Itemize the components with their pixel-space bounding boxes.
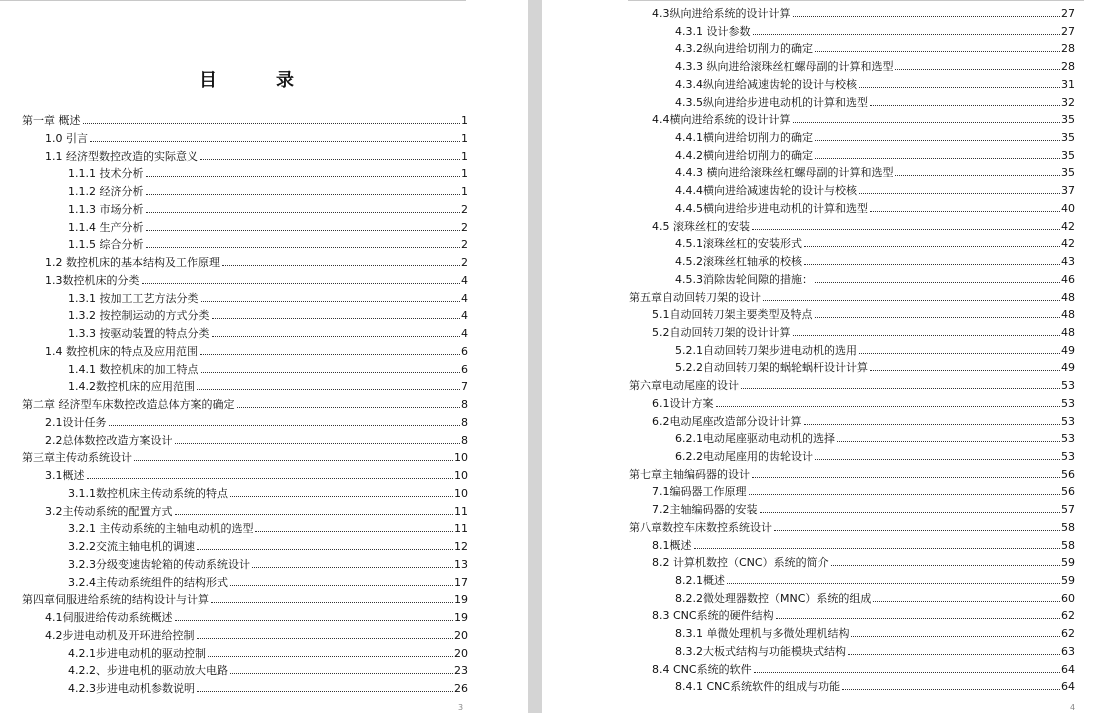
toc-entry[interactable] (675, 623, 1075, 640)
toc-entry[interactable] (675, 251, 1075, 268)
toc-entry-page: 49 (1061, 343, 1075, 357)
toc-entry-page: 7 (461, 380, 468, 394)
toc-entry-page: 2 (461, 220, 468, 234)
toc-entry[interactable] (45, 625, 468, 642)
dot-leader (237, 407, 461, 408)
toc-entry-title: 4.5.3消除齿轮间隙的措施： (675, 272, 813, 286)
toc-entry[interactable] (675, 198, 1075, 215)
toc-entry-page: 19 (454, 611, 468, 624)
toc-entry-page: 53 (1061, 379, 1075, 393)
dot-leader (754, 672, 1060, 673)
toc-entry-title: 1.3数控机床的分类 (45, 273, 140, 287)
dot-leader (859, 193, 1060, 194)
toc-entry[interactable] (675, 21, 1075, 38)
header-rule (0, 0, 466, 1)
dot-leader (230, 496, 453, 497)
dot-leader (694, 548, 1061, 549)
toc-entry-title: 8.3 CNC系统的硬件结构 (652, 609, 774, 623)
toc-entry[interactable] (652, 552, 1075, 569)
toc-entry[interactable] (652, 499, 1075, 516)
toc-entry-page: 8 (461, 433, 468, 447)
dot-leader (752, 477, 1060, 478)
toc-entry-title: 1.3.2 按控制运动的方式分类 (68, 309, 210, 323)
toc-entry[interactable] (675, 641, 1075, 658)
toc-entry-title: 2.2总体数控改造方案设计 (45, 433, 173, 447)
toc-entry[interactable] (675, 269, 1075, 286)
toc-entry-title: 4.5 滚珠丝杠的安装 (652, 219, 750, 233)
toc-entry[interactable] (675, 570, 1075, 587)
toc-entry-title: 8.4 CNC系统的软件 (652, 662, 752, 676)
toc-entry-page: 58 (1061, 538, 1075, 552)
toc-entry[interactable] (652, 304, 1075, 321)
toc-entry-page: 10 (454, 486, 468, 500)
toc-entry[interactable] (675, 340, 1075, 357)
toc-entry[interactable] (68, 323, 468, 340)
toc-entry-title: 1.3.3 按驱动装置的特点分类 (68, 327, 210, 340)
toc-entry[interactable] (68, 660, 468, 677)
dot-leader (201, 372, 461, 373)
dot-leader (895, 175, 1060, 176)
toc-entry-title: 4.3.5纵向进给步进电动机的计算和选型 (675, 95, 868, 109)
dot-leader (212, 336, 461, 337)
toc-entry[interactable] (68, 234, 468, 251)
toc-entry-page: 1 (461, 131, 468, 145)
toc-entry-page: 10 (454, 451, 468, 465)
toc-entry[interactable] (45, 252, 468, 269)
dot-leader (197, 549, 453, 550)
dot-leader (146, 176, 461, 177)
toc-entry-title: 4.2.2、步进电机的驱动放大电路 (68, 664, 228, 678)
toc-entry[interactable] (675, 145, 1075, 162)
dot-leader (753, 34, 1061, 35)
toc-entry[interactable] (45, 412, 468, 429)
toc-entry[interactable] (68, 199, 468, 216)
toc-entry-title: 5.2.1自动回转刀架步进电动机的选用 (675, 343, 857, 357)
toc-entry-title: 3.2.4主传动系统组件的结构形式 (68, 575, 228, 589)
toc-entry[interactable] (675, 127, 1075, 144)
toc-entry[interactable] (68, 572, 468, 589)
toc-entry-page: 17 (454, 575, 468, 589)
toc-entry[interactable] (675, 233, 1075, 250)
dot-leader (200, 354, 460, 355)
toc-entry-title: 4.3.3 纵向进给滚珠丝杠螺母副的计算和选型 (675, 60, 894, 74)
dot-leader (815, 140, 1060, 141)
toc-entry[interactable] (629, 287, 1075, 304)
dot-leader (146, 230, 461, 231)
toc-entry[interactable] (652, 481, 1075, 498)
toc-entry-title: 1.0 引言 (45, 131, 88, 145)
toc-entry-page: 62 (1061, 609, 1075, 623)
toc-entry-page: 35 (1061, 113, 1075, 127)
toc-entry-title: 4.5.1滚珠丝杠的安装形式 (675, 237, 802, 251)
toc-entry-page: 59 (1061, 574, 1075, 588)
toc-entry-page: 1 (461, 185, 468, 198)
toc-entry[interactable] (629, 464, 1075, 481)
dot-leader (793, 122, 1061, 123)
toc-entry-title: 4.4.3 横向进给滚珠丝杠螺母副的计算和选型 (675, 166, 894, 180)
toc-entry-page: 49 (1061, 361, 1075, 375)
toc-entry-page: 23 (454, 664, 468, 678)
toc-entry-title: 第四章伺服进给系统的结构设计与计算 (22, 593, 209, 607)
toc-entry-page: 8 (461, 398, 468, 411)
toc-entry-page: 1 (461, 114, 468, 127)
toc-entry-title: 4.5.2滚珠丝杠轴承的校核 (675, 255, 802, 269)
dot-leader (815, 158, 1060, 159)
dot-leader (211, 602, 453, 603)
toc-entry[interactable] (45, 270, 468, 287)
toc-entry-page: 27 (1061, 7, 1075, 20)
toc-entry-title: 4.2.3步进电动机参数说明 (68, 682, 195, 695)
toc-entry-title: 1.1 经济型数控改造的实际意义 (45, 149, 198, 163)
toc-entry-title: 4.4.4横向进给减速齿轮的设计与校核 (675, 184, 857, 198)
dot-leader (837, 441, 1060, 442)
dot-leader (793, 16, 1061, 17)
page-number: 3 (458, 703, 464, 712)
toc-entry[interactable] (652, 605, 1075, 622)
dot-leader (859, 353, 1060, 354)
dot-leader (230, 585, 453, 586)
toc-entry-title: 4.4.2横向进给切削力的确定 (675, 148, 813, 162)
toc-entry-title: 1.1.5 综合分析 (68, 238, 144, 252)
toc-entry-page: 26 (454, 682, 468, 695)
dot-leader (146, 247, 461, 248)
toc-entry-title: 4.4横向进给系统的设计计算 (652, 113, 791, 127)
toc-entry-title: 4.4.1横向进给切削力的确定 (675, 131, 813, 145)
toc-entry-title: 3.2主传动系统的配置方式 (45, 504, 173, 518)
page-title (199, 66, 295, 92)
toc-entry[interactable] (68, 483, 468, 500)
toc-entry-page: 27 (1061, 24, 1075, 38)
dot-leader (815, 459, 1060, 460)
toc-entry-title: 2.1设计任务 (45, 415, 107, 429)
dot-leader (255, 531, 453, 532)
toc-entry[interactable] (675, 162, 1075, 179)
toc-entry[interactable] (45, 341, 468, 358)
dot-leader (197, 389, 460, 390)
toc-entry-page: 31 (1061, 77, 1075, 91)
toc-entry-page: 59 (1061, 556, 1075, 570)
toc-entry-title: 8.3.2大板式结构与功能模块式结构 (675, 644, 846, 658)
toc-entry[interactable] (652, 535, 1075, 552)
toc-entry-title: 3.1.1数控机床主传动系统的特点 (68, 486, 228, 500)
toc-entry-title: 4.4.5横向进给步进电动机的计算和选型 (675, 201, 868, 215)
toc-entry-page: 8 (461, 415, 468, 429)
toc-entry-title: 1.1.4 生产分析 (68, 220, 144, 234)
toc-entry[interactable] (652, 3, 1075, 20)
dot-leader (175, 514, 454, 515)
toc-entry-title: 3.2.1 主传动系统的主轴电动机的选型 (68, 522, 254, 536)
toc-entry-title: 1.4.1 数控机床的加工特点 (68, 362, 199, 376)
toc-entry-title: 6.1设计方案 (652, 396, 714, 410)
toc-entry-page: 58 (1061, 520, 1075, 534)
dot-leader (134, 460, 453, 461)
toc-entry-page: 60 (1061, 591, 1075, 605)
toc-entry[interactable] (68, 288, 468, 305)
toc-entry[interactable] (68, 163, 468, 180)
toc-entry-page: 20 (454, 628, 468, 642)
toc-entry-title: 4.3纵向进给系统的设计计算 (652, 7, 791, 20)
toc-entry-title: 8.4.1 CNC系统软件的组成与功能 (675, 680, 841, 694)
toc-entry-page: 35 (1061, 131, 1075, 145)
toc-entry-title: 4.3.2纵向进给切削力的确定 (675, 42, 813, 56)
toc-entry[interactable] (45, 607, 468, 624)
toc-entry-title: 第八章数控车床数控系统设计 (629, 520, 772, 534)
toc-entry-page: 64 (1061, 662, 1075, 676)
toc-entry[interactable] (22, 110, 468, 127)
toc-entry-page: 2 (461, 238, 468, 252)
dot-leader (870, 370, 1060, 371)
toc-entry-title: 第三章主传动系统设计 (22, 451, 132, 465)
dot-leader (848, 654, 1060, 655)
toc-page-left (0, 0, 528, 713)
toc-entry-page: 12 (454, 540, 468, 553)
dot-leader (763, 300, 1060, 301)
toc-entry-title: 1.4.2数控机床的应用范围 (68, 380, 195, 394)
toc-entry-title: 1.1.2 经济分析 (68, 185, 144, 198)
dot-leader (230, 673, 453, 674)
toc-entry-title: 1.3.1 按加工工艺方法分类 (68, 291, 199, 305)
toc-entry-page: 6 (461, 362, 468, 376)
toc-entry[interactable] (675, 56, 1075, 73)
toc-entry-title: 1.4 数控机床的特点及应用范围 (45, 344, 198, 358)
toc-entry[interactable] (45, 146, 468, 163)
toc-entry-page: 42 (1061, 237, 1075, 251)
dot-leader (815, 282, 1060, 283)
dot-leader (895, 69, 1060, 70)
title-char-1: 目 (199, 70, 218, 91)
toc-entry-title: 6.2.1电动尾座驱动电动机的选择 (675, 432, 835, 446)
dot-leader (142, 283, 461, 284)
toc-entry[interactable] (629, 375, 1075, 392)
dot-leader (752, 229, 1060, 230)
toc-entry-title: 第五章自动回转刀架的设计 (629, 290, 761, 304)
dot-leader (175, 443, 461, 444)
dot-leader (222, 265, 460, 266)
toc-entry-title: 5.1自动回转刀架主要类型及特点 (652, 308, 813, 322)
toc-page-right (542, 0, 1097, 713)
toc-entry-page: 56 (1061, 467, 1075, 481)
toc-entry-page: 10 (454, 469, 468, 482)
toc-entry[interactable] (45, 501, 468, 518)
toc-entry-title: 7.1编码器工作原理 (652, 485, 747, 499)
dot-leader (774, 530, 1060, 531)
dot-leader (727, 583, 1060, 584)
toc-entry-page: 64 (1061, 680, 1075, 694)
toc-entry[interactable] (45, 465, 468, 482)
toc-entry-page: 56 (1061, 485, 1075, 499)
dot-leader (859, 87, 1060, 88)
toc-entry-page: 40 (1061, 201, 1075, 215)
toc-entry-title: 4.3.1 设计参数 (675, 24, 751, 38)
toc-entry-title: 8.2.2微处理器数控（MNC）系统的组成 (675, 591, 872, 605)
toc-entry-page: 4 (461, 291, 468, 305)
toc-entry-page: 53 (1061, 450, 1075, 463)
dot-leader (741, 388, 1060, 389)
dot-leader (749, 494, 1061, 495)
toc-entry-title: 1.1.3 市场分析 (68, 202, 144, 216)
toc-entry-page: 46 (1061, 272, 1075, 286)
toc-entry[interactable] (68, 678, 468, 695)
dot-leader (804, 424, 1061, 425)
toc-entry[interactable] (68, 536, 468, 553)
toc-entry[interactable] (22, 394, 468, 411)
toc-entry-page: 1 (461, 167, 468, 181)
toc-entry[interactable] (652, 216, 1075, 233)
dot-leader (815, 317, 1061, 318)
dot-leader (175, 620, 454, 621)
toc-entry-title: 4.1伺服进给传动系统概述 (45, 611, 173, 624)
toc-entry[interactable] (68, 359, 468, 376)
toc-entry-page: 11 (454, 522, 468, 536)
dot-leader (87, 478, 454, 479)
page-number: 4 (1070, 703, 1076, 712)
toc-entry-page: 48 (1061, 308, 1075, 322)
toc-entry-page: 53 (1061, 396, 1075, 410)
toc-entry-title: 4.2步进电动机及开环进给控制 (45, 628, 195, 642)
toc-entry-title: 6.2电动尾座改造部分设计计算 (652, 414, 802, 428)
toc-entry-page: 32 (1061, 95, 1075, 109)
dot-leader (212, 318, 461, 319)
toc-entry[interactable] (68, 305, 468, 322)
toc-entry[interactable] (652, 659, 1075, 676)
dot-leader (793, 335, 1061, 336)
toc-entry-page: 53 (1061, 414, 1075, 428)
toc-entry[interactable] (652, 411, 1075, 428)
toc-entry-page: 48 (1061, 290, 1075, 304)
toc-entry-page: 13 (454, 557, 468, 571)
toc-entry-page: 43 (1061, 255, 1075, 269)
toc-entry-page: 62 (1061, 627, 1075, 641)
toc-entry[interactable] (68, 554, 468, 571)
toc-entry-page: 37 (1061, 184, 1075, 198)
dot-leader (842, 689, 1060, 690)
toc-entry-title: 1.2 数控机床的基本结构及工作原理 (45, 256, 220, 269)
title-char-2: 录 (276, 70, 295, 91)
toc-entry[interactable] (675, 74, 1075, 91)
toc-entry[interactable] (68, 376, 468, 393)
toc-entry[interactable] (68, 181, 468, 198)
toc-entry-title: 第二章 经济型车床数控改造总体方案的确定 (22, 398, 235, 411)
toc-entry[interactable] (675, 357, 1075, 374)
toc-entry-page: 2 (461, 202, 468, 216)
toc-entry-title: 8.2.1概述 (675, 574, 725, 588)
toc-entry[interactable] (675, 180, 1075, 197)
toc-entry[interactable] (652, 393, 1075, 410)
dot-leader (716, 406, 1061, 407)
toc-entry-title: 4.2.1步进电动机的驱动控制 (68, 646, 206, 660)
toc-entry-page: 4 (461, 273, 468, 287)
toc-entry[interactable] (68, 643, 468, 660)
toc-entry[interactable] (45, 430, 468, 447)
dot-leader (870, 211, 1060, 212)
header-rule (628, 0, 1084, 1)
dot-leader (146, 212, 461, 213)
toc-entry-page: 20 (454, 646, 468, 660)
dot-leader (776, 618, 1060, 619)
dot-leader (804, 246, 1060, 247)
toc-entry[interactable] (675, 588, 1075, 605)
toc-entry[interactable] (675, 92, 1075, 109)
toc-entry-page: 1 (461, 149, 468, 163)
dot-leader (90, 141, 460, 142)
toc-entry-title: 6.2.2电动尾座用的齿轮设计 (675, 450, 813, 463)
toc-entry-page: 48 (1061, 325, 1075, 339)
dot-leader (831, 565, 1060, 566)
toc-entry-title: 第七章主轴编码器的设计 (629, 467, 750, 481)
toc-entry[interactable] (68, 217, 468, 234)
toc-entry[interactable] (652, 322, 1075, 339)
dot-leader (208, 656, 453, 657)
toc-entry-page: 28 (1061, 42, 1075, 56)
toc-entry-title: 3.1概述 (45, 469, 85, 482)
toc-entry-title: 5.2.2自动回转刀架的蜗轮蜗杆设计计算 (675, 361, 868, 375)
toc-entry-page: 35 (1061, 148, 1075, 162)
toc-entry-title: 8.1概述 (652, 538, 692, 552)
toc-entry[interactable] (22, 447, 468, 464)
toc-entry-page: 11 (454, 504, 468, 518)
toc-entry-title: 3.2.3分级变速齿轮箱的传动系统设计 (68, 557, 250, 571)
toc-entry[interactable] (629, 517, 1075, 534)
dot-leader (201, 301, 461, 302)
toc-entry-title: 7.2主轴编码器的安装 (652, 503, 758, 517)
toc-entry-title: 第六章电动尾座的设计 (629, 379, 739, 393)
toc-entry-page: 57 (1061, 503, 1075, 517)
toc-entry-title: 8.2 计算机数控（CNC）系统的简介 (652, 556, 829, 570)
dot-leader (873, 601, 1060, 602)
toc-entry[interactable] (68, 518, 468, 535)
toc-entry[interactable] (675, 38, 1075, 55)
dot-leader (815, 51, 1060, 52)
toc-entry[interactable] (675, 676, 1075, 693)
dot-leader (109, 425, 461, 426)
toc-entry-title: 5.2自动回转刀架的设计计算 (652, 325, 791, 339)
toc-entry[interactable] (652, 109, 1075, 126)
toc-entry-title: 1.1.1 技术分析 (68, 167, 144, 181)
dot-leader (83, 123, 461, 124)
toc-entry-title: 第一章 概述 (22, 114, 81, 127)
toc-entry-page: 53 (1061, 432, 1075, 446)
toc-entry-page: 63 (1061, 644, 1075, 658)
dot-leader (804, 264, 1060, 265)
toc-entry-page: 6 (461, 344, 468, 358)
toc-entry-page: 4 (461, 309, 468, 323)
toc-entry-page: 42 (1061, 219, 1075, 233)
dot-leader (851, 636, 1060, 637)
dot-leader (760, 512, 1061, 513)
dot-leader (197, 638, 454, 639)
toc-entry-title: 3.2.2交流主轴电机的调速 (68, 540, 195, 553)
toc-entry-page: 35 (1061, 166, 1075, 180)
dot-leader (197, 691, 453, 692)
dot-leader (146, 194, 461, 195)
toc-entry-page: 28 (1061, 60, 1075, 74)
toc-entry[interactable] (675, 446, 1075, 463)
toc-entry[interactable] (45, 128, 468, 145)
toc-entry-title: 4.3.4纵向进给减速齿轮的设计与校核 (675, 77, 857, 91)
toc-entry[interactable] (22, 589, 468, 606)
dot-leader (252, 567, 453, 568)
toc-entry-title: 8.3.1 单微处理机与多微处理机结构 (675, 627, 850, 641)
dot-leader (870, 105, 1060, 106)
toc-entry-page: 19 (454, 593, 468, 607)
dot-leader (200, 159, 460, 160)
toc-entry[interactable] (675, 428, 1075, 445)
toc-entry-page: 2 (461, 256, 468, 269)
toc-entry-page: 4 (461, 327, 468, 340)
